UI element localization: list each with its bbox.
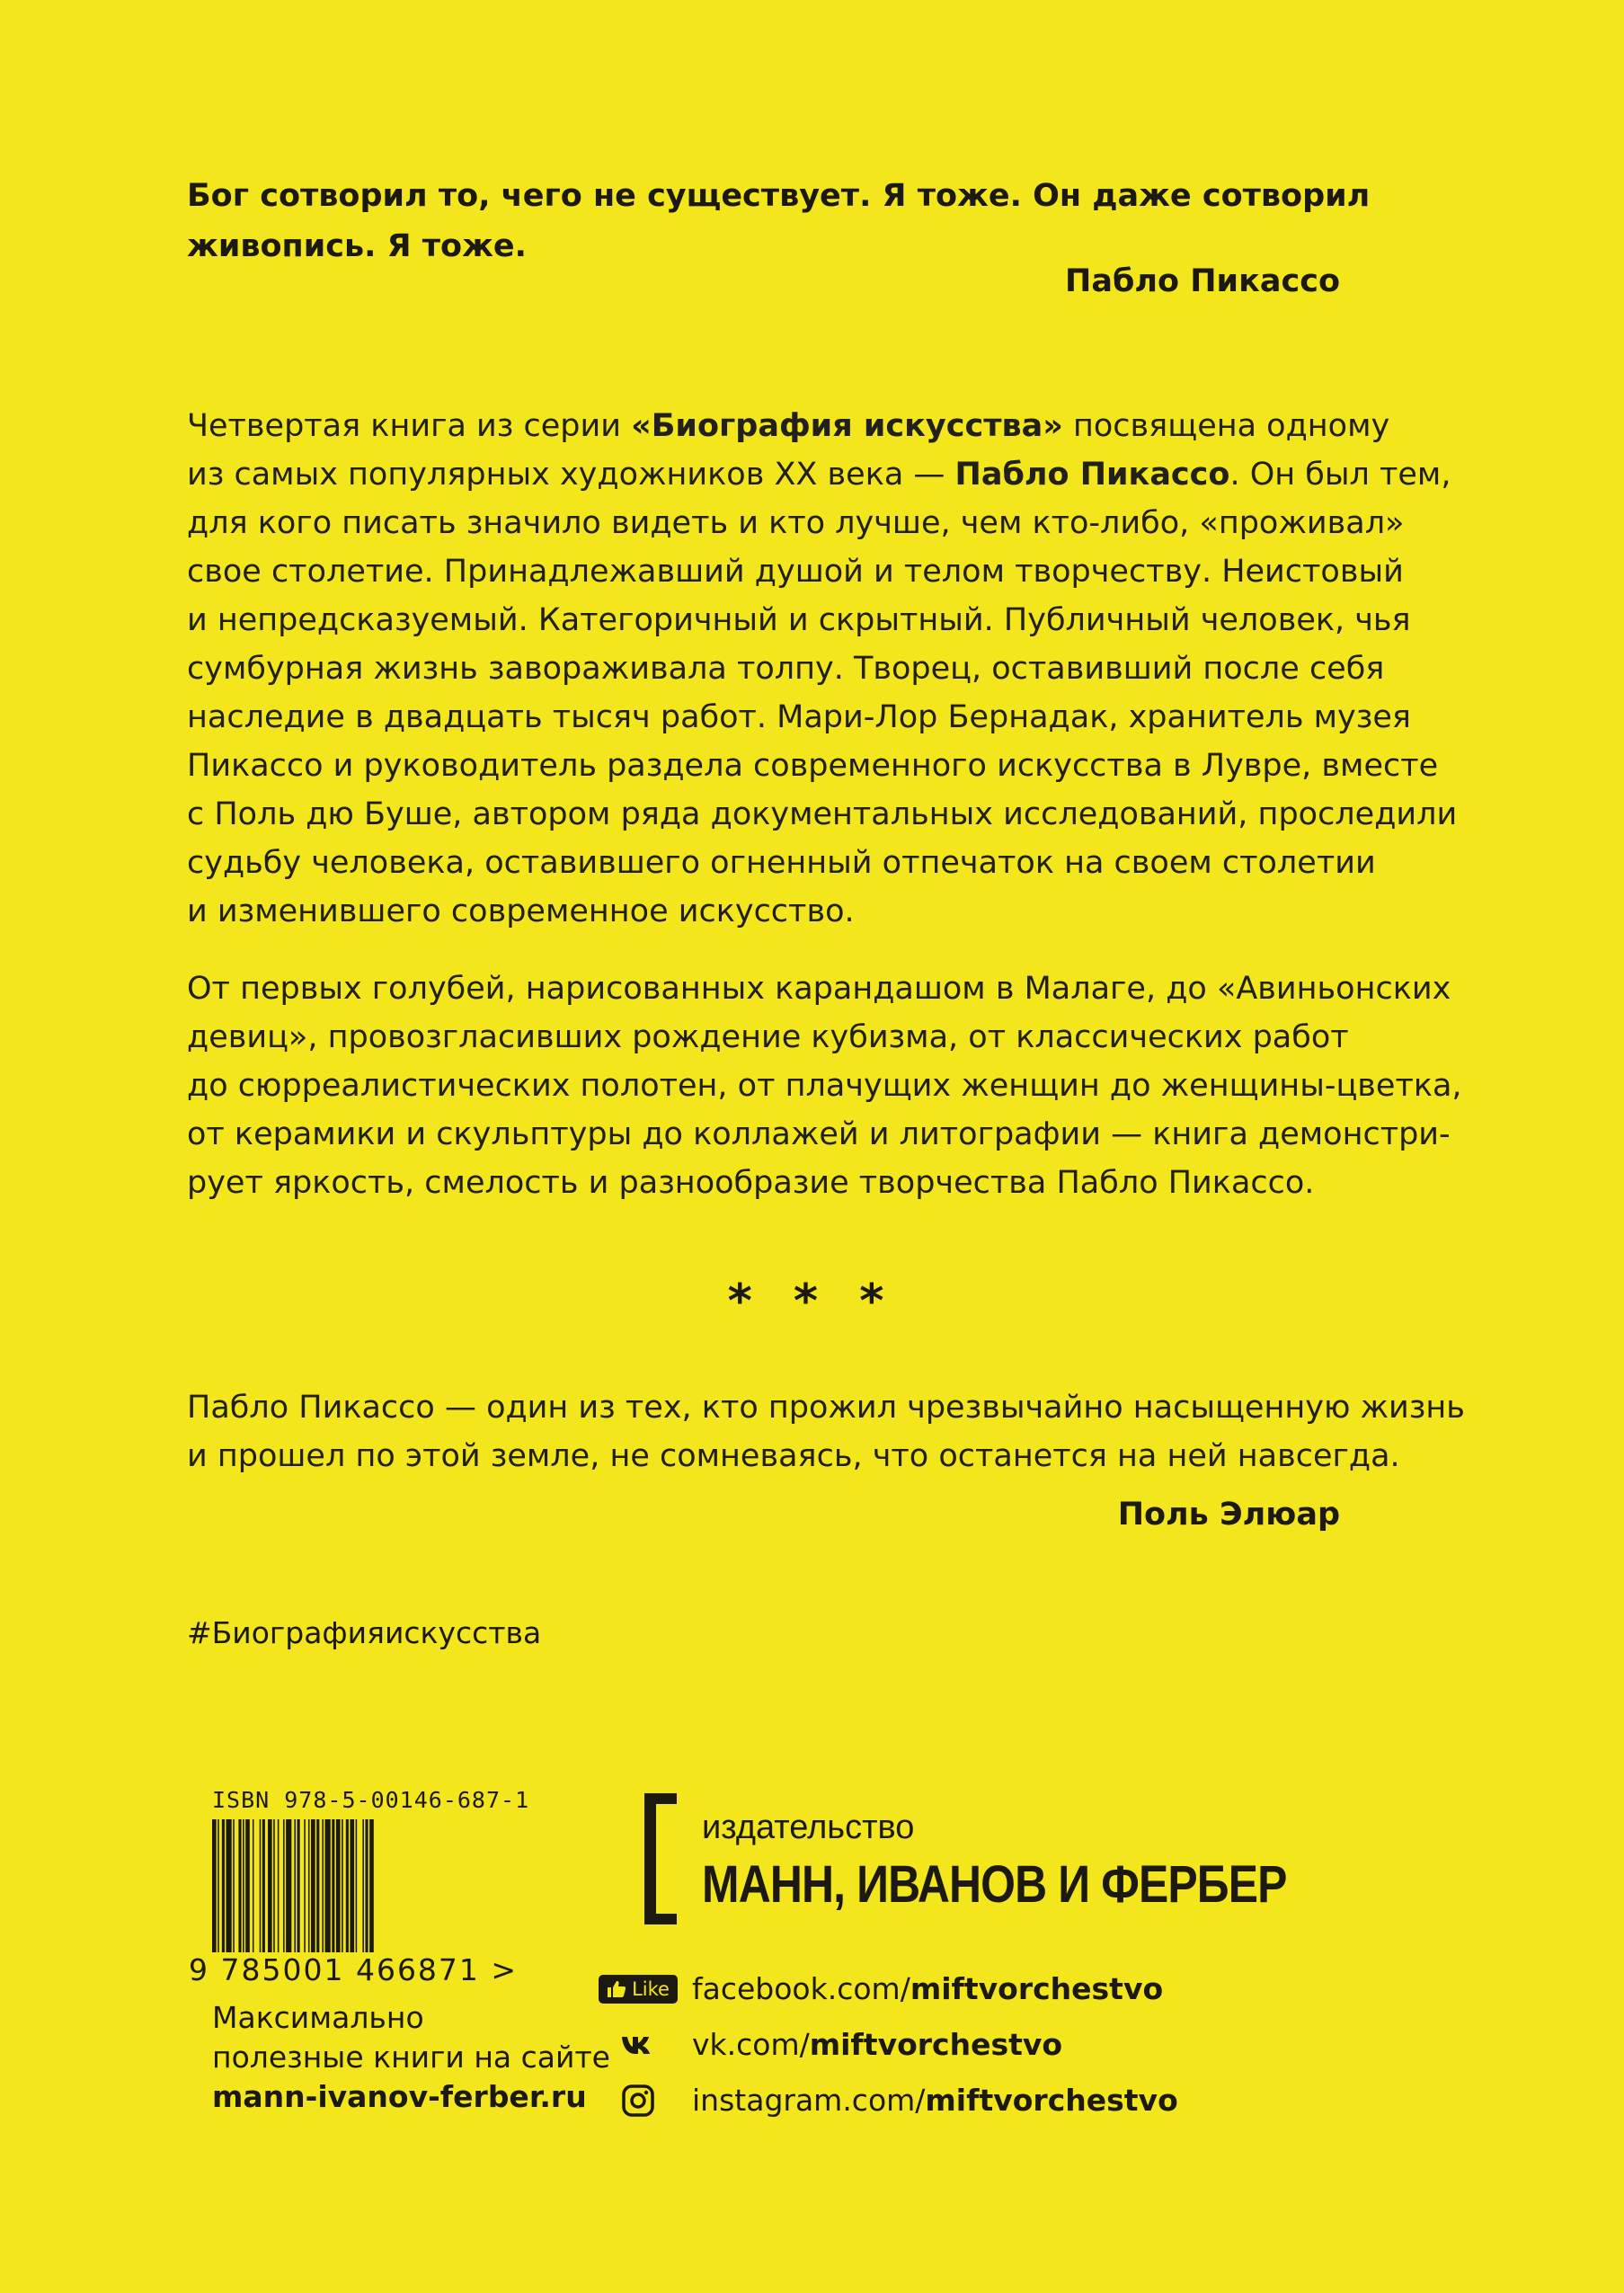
barcode-bar (342, 1819, 343, 1963)
barcode-bar (336, 1819, 341, 1963)
like-badge-label: Like (632, 1978, 670, 2000)
paragraph-line: с Поль дю Буше, автором ряда документальных исследований, проследили (187, 796, 1458, 832)
paragraph-line: От первых голубей, нарисованных карандашом в Малаге, до «Авиньонских (187, 971, 1451, 1007)
barcode-bar (346, 1819, 349, 1963)
text-run: . Он был тем, (1229, 457, 1451, 493)
publisher-label: издательство (702, 1809, 915, 1846)
url-handle: miftvorchestvo (809, 2027, 1063, 2062)
artist-name: Пабло Пикассо (954, 457, 1230, 493)
vk-url[interactable] (692, 2025, 1062, 2065)
quote-line: и прошел по этой земле, не сомневаясь, что останется на ней навсегда. (187, 1438, 1400, 1474)
epigraph-line: живопись. Я тоже. (187, 228, 527, 264)
paragraph-line: рует яркость, смелость и разнообразие творчества Пабло Пикассо. (187, 1165, 1315, 1201)
publisher-name: МАНН, ИВАНОВ И ФЕРБЕР (702, 1855, 1287, 1914)
isbn-label: ISBN 978-5-00146-687-1 (212, 1787, 530, 1813)
section-separator: * * * (727, 1275, 897, 1329)
facebook-url[interactable] (692, 1969, 1163, 2009)
url-prefix: vk.com/ (692, 2027, 810, 2062)
social-link-vk[interactable] (597, 2025, 1062, 2065)
hashtag: #Биографияискусства (187, 1615, 542, 1650)
paragraph-line: и изменившего современное искусство. (187, 893, 855, 929)
publisher-logo-bracket (644, 1793, 680, 1924)
barcode-bar (273, 1819, 275, 1963)
barcode-bar (253, 1819, 254, 1963)
barcode-bar (311, 1819, 315, 1963)
epigraph-author: Пабло Пикассо (1065, 263, 1340, 299)
barcode-bar (243, 1819, 244, 1963)
barcode-bar (308, 1819, 310, 1963)
tagline-line: Максимально (212, 2000, 424, 2035)
paragraph-line (187, 402, 1391, 450)
closing-quote-author: Поль Элюар (1117, 1497, 1340, 1533)
barcode-bar (316, 1819, 319, 1963)
publisher-website-link[interactable]: mann-ivanov-ferber.ru (212, 2079, 587, 2114)
barcode-bar (362, 1819, 364, 1963)
quote-line: Пабло Пикассо — один из тех, кто прожил чрезвычайно насыщенную жизнь (187, 1390, 1465, 1426)
barcode-bar (260, 1819, 262, 1963)
barcode-bar (278, 1819, 280, 1963)
url-prefix: facebook.com/ (692, 1971, 910, 2006)
instagram-url[interactable] (692, 2081, 1178, 2120)
facebook-like-icon (597, 1975, 679, 2004)
barcode-bar (283, 1819, 285, 1963)
paragraph-line (187, 450, 1451, 499)
tagline-line: полезные книги на сайте (212, 2040, 610, 2075)
url-handle: miftvorchestvo (925, 2083, 1178, 2118)
text-run: Четвертая книга из серии (187, 408, 632, 444)
barcode-bar (322, 1819, 324, 1963)
barcode-bar (297, 1819, 300, 1963)
barcode-bar (356, 1819, 358, 1963)
description-paragraph-2 (187, 964, 1462, 1207)
social-link-facebook[interactable] (597, 1969, 1163, 2009)
paragraph-line: свое столетие. Принадлежавший душой и телом творчеству. Неистовый (187, 554, 1404, 590)
series-title: «Биография искусства» (631, 408, 1063, 444)
publisher-tagline (212, 1998, 610, 2117)
barcode-bar (222, 1819, 225, 1963)
closing-quote (187, 1383, 1465, 1480)
description-paragraph (187, 402, 1458, 936)
paragraph-line: и непредсказуемый. Категоричный и скрытный. Публичный человек, чья (187, 602, 1411, 638)
paragraph-line: до сюрреалистических полотен, от плачущих женщин до женщины-цветка, (187, 1068, 1462, 1104)
vk-icon (597, 2034, 679, 2056)
paragraph-line: наследие в двадцать тысяч работ. Мари-Лор Бернадак, хранитель музея (187, 699, 1411, 735)
paragraph-line: девиц», провозгласивших рождение кубизма, от классических работ (187, 1019, 1349, 1055)
paragraph-line: от керамики и скульптуры до коллажей и литографии — книга демонстри- (187, 1116, 1451, 1152)
url-prefix: instagram.com/ (692, 2083, 926, 2118)
barcode-digits: 9 785001 466871 > (185, 1952, 521, 1987)
social-link-instagram[interactable] (597, 2081, 1178, 2120)
barcode-bar (233, 1819, 235, 1963)
instagram-icon (597, 2084, 679, 2117)
barcode-bar (268, 1819, 272, 1963)
epigraph-line: Бог сотворил то, чего не существует. Я тоже. Он даже сотворил (187, 178, 1371, 214)
text-run: из самых популярных художников XX века — (187, 457, 955, 493)
url-handle: miftvorchestvo (910, 1971, 1164, 2006)
paragraph-line: сумбурная жизнь завораживала толпу. Творец, оставивший после себя (187, 651, 1385, 687)
barcode-bar (332, 1819, 334, 1963)
barcode-bar (304, 1819, 306, 1963)
paragraph-line: Пикассо и руководитель раздела современного искусства в Лувре, вместе (187, 748, 1439, 784)
barcode-bar (245, 1819, 250, 1963)
barcode-bar (325, 1819, 331, 1963)
barcode-bar (350, 1819, 354, 1963)
paragraph-line: для кого писать значило видеть и кто лучше, чем кто-либо, «проживал» (187, 505, 1405, 541)
barcode-bar (262, 1819, 265, 1963)
paragraph-line: судьбу человека, оставившего огненный отпечаток на своем столетии (187, 845, 1376, 881)
barcode-bar (238, 1819, 241, 1963)
barcode-bar (226, 1819, 232, 1963)
text-run: посвящена одному (1062, 408, 1390, 444)
